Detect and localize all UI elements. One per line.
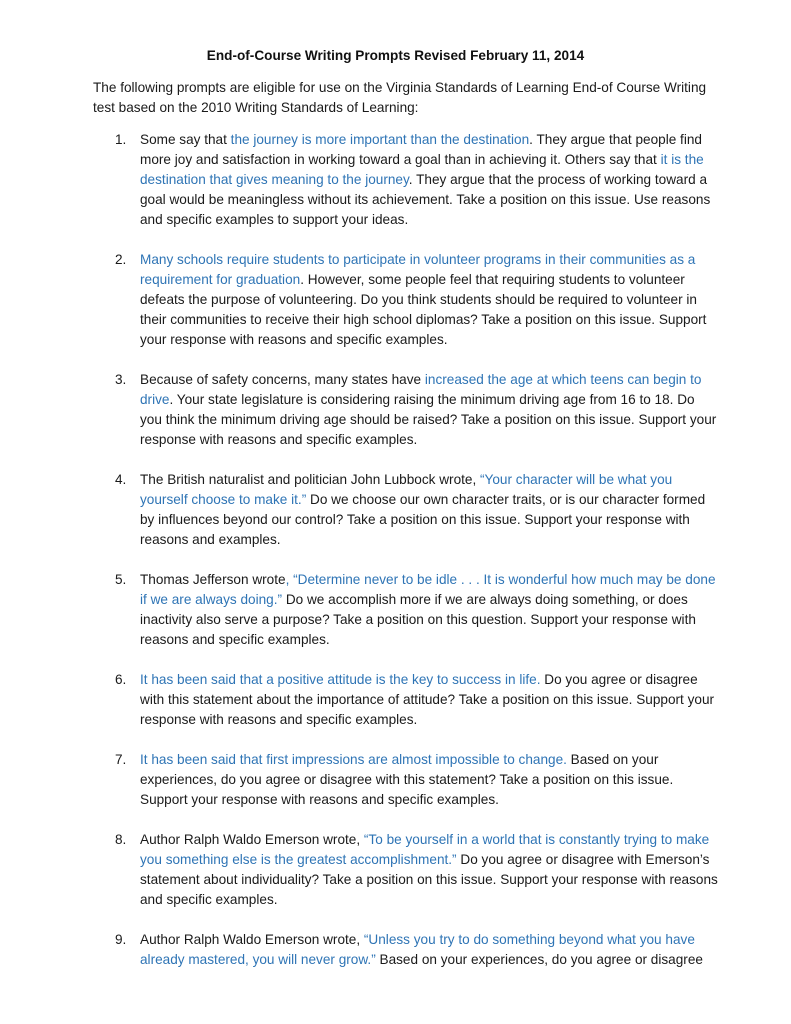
prompt-number: 5. [115,572,127,587]
prompt-text-segment: . They argue that the process of working toward a goal would be meaningless without its achievement. Take a position on this issue. Use reasons and specific examples to support your ideas. [140,172,711,227]
prompt-text-segment: The British naturalist and politician John Lubbock wrote, [140,472,481,487]
highlighted-phrase: It has been said that a positive attitude is the key to success in life. [140,672,541,687]
prompt-number: 8. [115,832,127,847]
prompt-number: 3. [115,372,127,387]
prompt-text-segment: Do we accomplish more if we are always doing something, or does inactivity also serve a purpose? Take a position on this question. Support your response with reasons and specific examples. [140,592,696,647]
prompt-text-segment: . Your state legislature is considering raising the minimum driving age from 16 to 18. Do you think the minimum driving age should be raised? Take a position on this issue. Support your response with reasons and specific examples. [140,392,717,447]
prompt-text [140,370,718,450]
highlighted-phrase: “Your character will be what you yourself choose to make it.” [140,472,673,507]
prompt-number: 4. [115,472,127,487]
prompt-number: 1. [115,132,127,147]
highlighted-phrase: Many schools require students to participate in volunteer programs in their communities as a requirement for graduation [140,252,696,287]
highlighted-phrase: , “Determine never to be idle . . . It is wonderful how much may be done if we are always doing.” [140,572,716,607]
highlighted-phrase: it is the destination that gives meaning to the journey [140,152,704,187]
prompt-text [140,470,718,550]
highlighted-phrase: the journey is more important than the destination [230,132,530,147]
prompt-text-segment: Do you agree or disagree with this statement about the importance of attitude? Take a position on this issue. Support your response with reasons and specific examples. [140,672,715,727]
prompt-number: 6. [115,672,127,687]
prompt-text-segment: Some say that [140,132,231,147]
prompt-text-segment: Do we choose our own character traits, or is our character formed by influences beyond our control? Take a position on this issue. Support your response with reasons and examples. [140,492,706,547]
prompt-text-segment: Because of safety concerns, many states have [140,372,425,387]
prompt-text-segment: Based on your experiences, do you agree or disagree with this statement? Take a position on this issue. Support your response with reasons and specific examples. [140,752,674,807]
prompt-text-segment: Author Ralph Waldo Emerson wrote, [140,932,364,947]
prompt-number: 2. [115,252,127,267]
document-intro: The following prompts are eligible for use on the Virginia Standards of Learning End-of Course Writing test based on the 2010 Writing Standards of Learning: [93,80,707,115]
prompt-text [140,570,718,650]
highlighted-phrase: increased the age at which teens can begin to drive [140,372,702,407]
prompt-text-segment: . They argue that people find more joy and satisfaction in working toward a goal than in achieving it. Others say that [140,132,702,167]
highlighted-phrase: “To be yourself in a world that is constantly trying to make you something else is the greatest accomplishment.” [140,832,710,867]
prompt-text [140,250,718,350]
prompt-text-segment: . However, some people feel that requiring students to volunteer defeats the purpose of volunteering. Do you think students should be required to volunteer in their communities to receive their high school diplomas? Take a position on this issue. Support your response with reasons and specific examples. [140,272,707,347]
prompt-text [140,930,718,970]
prompt-text [140,750,718,810]
prompt-text [140,670,718,730]
prompt-text [140,130,718,230]
prompt-number: 7. [115,752,127,767]
prompt-text [140,830,718,910]
prompt-text-segment: Based on your experiences, do you agree or disagree [375,952,703,967]
prompt-text-segment: Author Ralph Waldo Emerson wrote, [140,832,364,847]
document-title: End-of-Course Writing Prompts Revised February 11, 2014 [206,48,585,63]
highlighted-phrase: “Unless you try to do something beyond what you have already mastered, you will never grow.” [140,932,695,967]
highlighted-phrase: It has been said that first impressions are almost impossible to change. [140,752,567,767]
prompt-number: 9. [115,932,127,947]
prompt-text-segment: Do you agree or disagree with Emerson’s statement about individuality? Take a position on this issue. Support your response with reasons and specific examples. [140,852,718,907]
prompt-text-segment: Thomas Jefferson wrote [140,572,286,587]
